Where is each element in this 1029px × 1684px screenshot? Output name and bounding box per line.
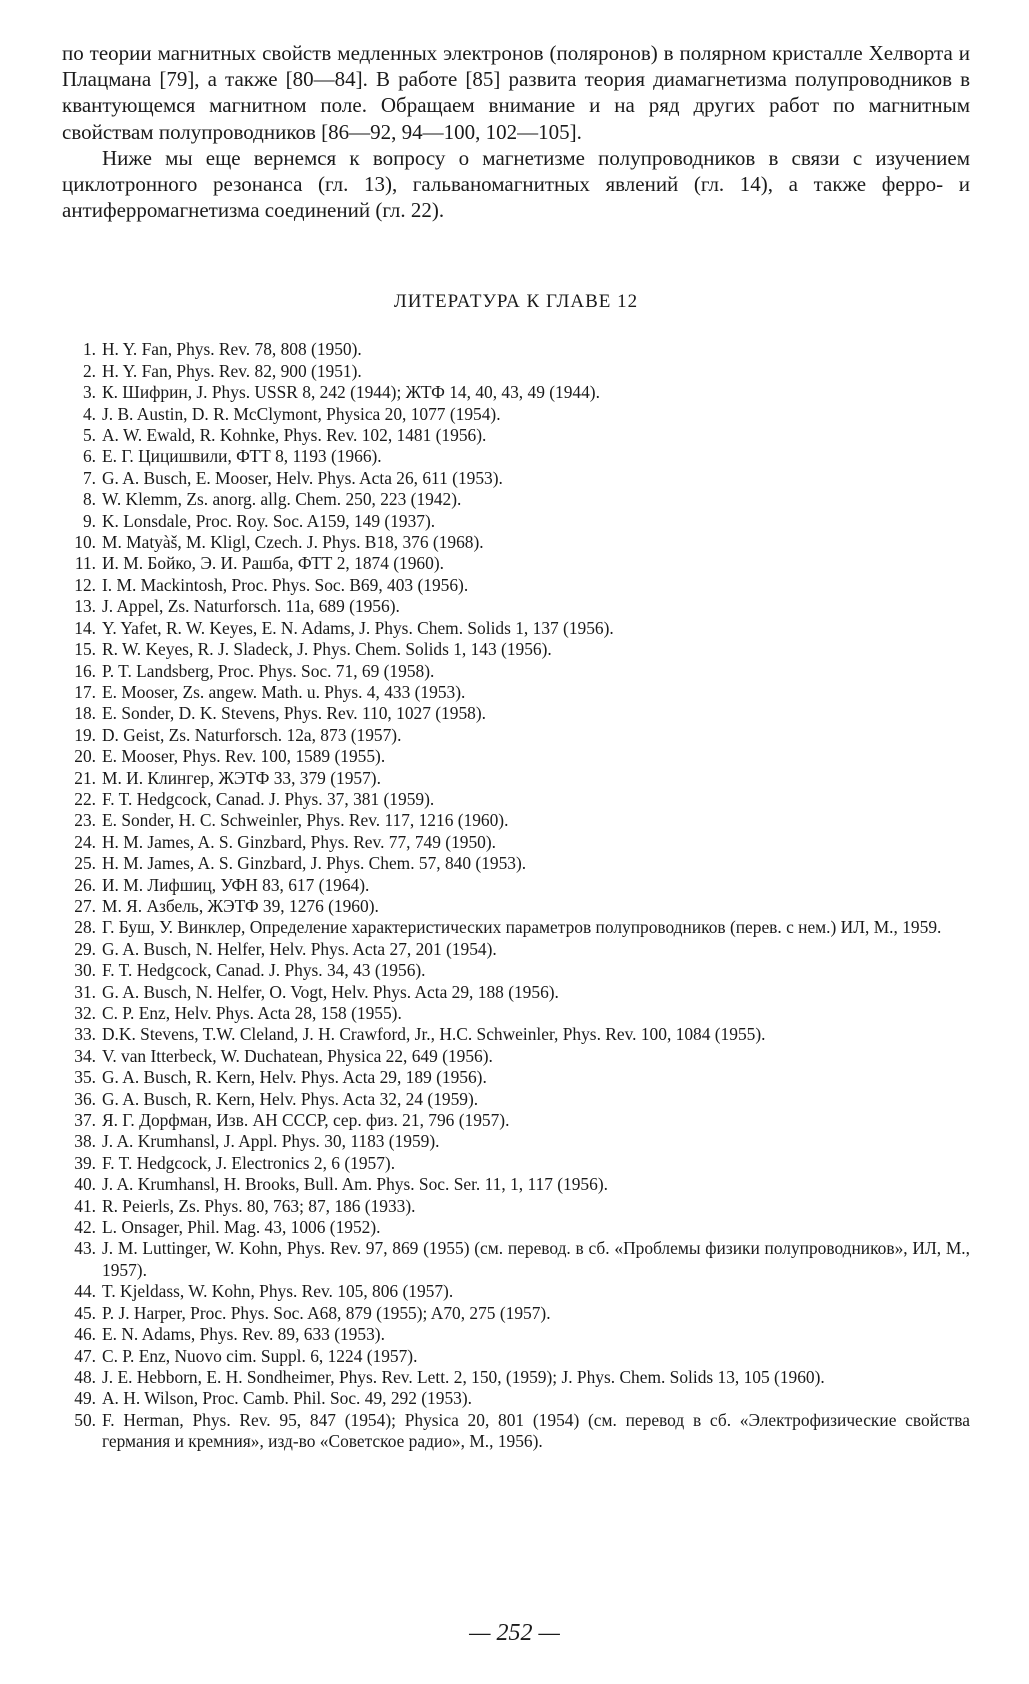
reference-item bbox=[62, 1303, 970, 1324]
reference-number: 18. bbox=[74, 703, 96, 724]
reference-text: A. W. Ewald, R. Kohnke, Phys. Rev. 102, 1481 (1956). bbox=[102, 425, 487, 446]
reference-item bbox=[62, 746, 970, 767]
reference-number: 35. bbox=[74, 1067, 96, 1088]
reference-item bbox=[62, 725, 970, 746]
reference-number: 3. bbox=[82, 382, 96, 403]
reference-number: 1. bbox=[82, 339, 96, 360]
reference-text: И. М. Лифшиц, УФН 83, 617 (1964). bbox=[102, 874, 370, 895]
reference-number: 14. bbox=[74, 617, 96, 638]
reference-text: М. Я. Азбель, ЖЭТФ 39, 1276 (1960). bbox=[102, 895, 379, 916]
reference-item bbox=[62, 361, 970, 382]
reference-text: F. T. Hedgcock, Canad. J. Phys. 37, 381 (1959). bbox=[102, 788, 435, 809]
reference-text: R. W. Keyes, R. J. Sladeck, J. Phys. Chem. Solids 1, 143 (1956). bbox=[102, 639, 552, 660]
reference-item bbox=[62, 382, 970, 403]
reference-text: K. Lonsdale, Proc. Roy. Soc. A159, 149 (1937). bbox=[102, 510, 436, 531]
reference-text: E. Mooser, Phys. Rev. 100, 1589 (1955). bbox=[102, 746, 386, 767]
reference-number: 9. bbox=[82, 510, 96, 531]
reference-item bbox=[62, 875, 970, 896]
reference-item bbox=[62, 939, 970, 960]
reference-number: 7. bbox=[82, 467, 96, 488]
reference-item bbox=[62, 553, 970, 574]
reference-number: 27. bbox=[74, 895, 96, 916]
reference-text: C. P. Enz, Helv. Phys. Acta 28, 158 (1955). bbox=[102, 1003, 402, 1024]
reference-text: G. A. Busch, E. Mooser, Helv. Phys. Acta 26, 611 (1953). bbox=[102, 467, 503, 488]
reference-text: G. A. Busch, N. Helfer, Helv. Phys. Acta 27, 201 (1954). bbox=[102, 938, 497, 959]
reference-text: И. М. Бойко, Э. И. Рашба, ФТТ 2, 1874 (1960). bbox=[102, 553, 444, 574]
reference-item bbox=[62, 1346, 970, 1367]
reference-text: V. van Itterbeck, W. Duchatean, Physica 22, 649 (1956). bbox=[102, 1045, 493, 1066]
reference-number: 22. bbox=[74, 788, 96, 809]
reference-number: 15. bbox=[74, 639, 96, 660]
reference-number: 49. bbox=[74, 1388, 96, 1409]
reference-text: E. N. Adams, Phys. Rev. 89, 633 (1953). bbox=[102, 1324, 385, 1345]
reference-number: 46. bbox=[74, 1324, 96, 1345]
reference-number: 43. bbox=[74, 1238, 96, 1259]
reference-text: J. A. Krumhansl, H. Brooks, Bull. Am. Phys. Soc. Ser. 11, 1, 117 (1956). bbox=[102, 1174, 608, 1195]
reference-item bbox=[62, 1238, 970, 1281]
reference-item bbox=[62, 853, 970, 874]
reference-number: 2. bbox=[82, 360, 96, 381]
reference-item bbox=[62, 1367, 970, 1388]
reference-number: 47. bbox=[74, 1345, 96, 1366]
reference-item bbox=[62, 896, 970, 917]
reference-text: H. M. James, A. S. Ginzbard, Phys. Rev. 77, 749 (1950). bbox=[102, 831, 497, 852]
body-paragraph-2: Ниже мы еще вернемся к вопросу о магнетизме полупроводников в связи с изучением циклотронного резонанса (гл. 13), гальваномагнитных явлений (гл. 14), а также ферро- и антиферромагнетизма соединений (гл. 22). bbox=[62, 145, 970, 223]
reference-number: 42. bbox=[74, 1217, 96, 1238]
reference-item bbox=[62, 1324, 970, 1345]
reference-text: Е. Г. Цицишвили, ФТТ 8, 1193 (1966). bbox=[102, 446, 382, 467]
reference-item bbox=[62, 768, 970, 789]
reference-number: 31. bbox=[74, 981, 96, 1002]
reference-item bbox=[62, 1410, 970, 1453]
reference-text: G. A. Busch, R. Kern, Helv. Phys. Acta 32, 24 (1959). bbox=[102, 1088, 479, 1109]
reference-item bbox=[62, 917, 970, 938]
reference-text: I. M. Mackintosh, Proc. Phys. Soc. B69, 403 (1956). bbox=[102, 574, 469, 595]
reference-number: 4. bbox=[82, 403, 96, 424]
reference-item bbox=[62, 1089, 970, 1110]
reference-item bbox=[62, 661, 970, 682]
reference-text: D. Geist, Zs. Naturforsch. 12a, 873 (1957). bbox=[102, 724, 402, 745]
reference-number: 13. bbox=[74, 596, 96, 617]
reference-item bbox=[62, 532, 970, 553]
reference-number: 21. bbox=[74, 767, 96, 788]
reference-text: H. M. James, A. S. Ginzbard, J. Phys. Chem. 57, 840 (1953). bbox=[102, 853, 527, 874]
reference-item bbox=[62, 1110, 970, 1131]
reference-text: J. M. Luttinger, W. Kohn, Phys. Rev. 97, 869 (1955) (см. перевод. в сб. «Проблемы физики полупроводников», ИЛ, М., 1957). bbox=[102, 1238, 970, 1280]
references-title: ЛИТЕРАТУРА К ГЛАВЕ 12 bbox=[393, 291, 639, 313]
reference-item bbox=[62, 489, 970, 510]
reference-text: F. T. Hedgcock, J. Electronics 2, 6 (1957). bbox=[102, 1152, 396, 1173]
body-paragraph-1: по теории магнитных свойств медленных электронов (поляронов) в полярном кристалле Хелворта и Плацмана [79], а также [80—84]. В работе [85] развита теория диамагнетизма полупроводников в квантующемся магнитном поле. Обращаем внимание и на ряд других работ по магнитным свойствам полупроводников [86—92, 94—100, 102—105]. bbox=[62, 41, 970, 144]
reference-number: 6. bbox=[82, 446, 96, 467]
reference-number: 16. bbox=[74, 660, 96, 681]
reference-text: Г. Буш, У. Винклер, Определение характеристических параметров полупроводников (перев. с нем.) ИЛ, М., 1959. bbox=[102, 917, 942, 938]
reference-number: 25. bbox=[74, 853, 96, 874]
reference-number: 29. bbox=[74, 938, 96, 959]
reference-text: J. B. Austin, D. R. McClymont, Physica 20, 1077 (1954). bbox=[102, 403, 501, 424]
reference-item bbox=[62, 982, 970, 1003]
reference-list bbox=[62, 339, 970, 1452]
reference-number: 11. bbox=[74, 553, 96, 574]
reference-number: 8. bbox=[82, 489, 96, 510]
reference-item bbox=[62, 639, 970, 660]
reference-number: 36. bbox=[74, 1088, 96, 1109]
reference-number: 30. bbox=[74, 960, 96, 981]
reference-item bbox=[62, 1024, 970, 1045]
reference-item bbox=[62, 1174, 970, 1195]
reference-item bbox=[62, 404, 970, 425]
reference-text: J. E. Hebborn, E. H. Sondheimer, Phys. Rev. Lett. 2, 150, (1959); J. Phys. Chem. Solids 13, 105 (1960). bbox=[102, 1366, 825, 1387]
reference-item bbox=[62, 596, 970, 617]
reference-item bbox=[62, 575, 970, 596]
reference-item bbox=[62, 446, 970, 467]
reference-text: A. H. Wilson, Proc. Camb. Phil. Soc. 49, 292 (1953). bbox=[102, 1388, 472, 1409]
page-content bbox=[62, 40, 970, 1453]
reference-number: 26. bbox=[74, 874, 96, 895]
reference-item bbox=[62, 339, 970, 360]
reference-text: Y. Yafet, R. W. Keyes, E. N. Adams, J. Phys. Chem. Solids 1, 137 (1956). bbox=[102, 617, 614, 638]
reference-text: P. J. Harper, Proc. Phys. Soc. A68, 879 (1955); A70, 275 (1957). bbox=[102, 1302, 551, 1323]
reference-text: R. Peierls, Zs. Phys. 80, 763; 87, 186 (1933). bbox=[102, 1195, 416, 1216]
reference-item bbox=[62, 1196, 970, 1217]
reference-text: G. A. Busch, R. Kern, Helv. Phys. Acta 29, 189 (1956). bbox=[102, 1067, 487, 1088]
reference-item bbox=[62, 682, 970, 703]
reference-text: F. T. Hedgcock, Canad. J. Phys. 34, 43 (1956). bbox=[102, 960, 426, 981]
reference-number: 24. bbox=[74, 831, 96, 852]
reference-item bbox=[62, 1046, 970, 1067]
reference-text: E. Sonder, D. K. Stevens, Phys. Rev. 110, 1027 (1958). bbox=[102, 703, 486, 724]
reference-item bbox=[62, 960, 970, 981]
reference-number: 10. bbox=[74, 532, 96, 553]
reference-number: 39. bbox=[74, 1152, 96, 1173]
reference-item bbox=[62, 832, 970, 853]
page-number: — 252 — bbox=[469, 1620, 560, 1646]
reference-number: 12. bbox=[74, 574, 96, 595]
reference-item bbox=[62, 810, 970, 831]
reference-number: 33. bbox=[74, 1024, 96, 1045]
reference-number: 44. bbox=[74, 1281, 96, 1302]
reference-text: Я. Г. Дорфман, Изв. АН СССР, сер. физ. 21, 796 (1957). bbox=[102, 1110, 510, 1131]
reference-text: J. A. Krumhansl, J. Appl. Phys. 30, 1183 (1959). bbox=[102, 1131, 440, 1152]
reference-number: 41. bbox=[74, 1195, 96, 1216]
reference-text: C. P. Enz, Nuovo cim. Suppl. 6, 1224 (1957). bbox=[102, 1345, 418, 1366]
reference-text: К. Шифрин, J. Phys. USSR 8, 242 (1944); ЖТФ 14, 40, 43, 49 (1944). bbox=[102, 382, 600, 403]
reference-text: P. T. Landsberg, Proc. Phys. Soc. 71, 69 (1958). bbox=[102, 660, 435, 681]
reference-text: L. Onsager, Phil. Mag. 43, 1006 (1952). bbox=[102, 1217, 381, 1238]
reference-item bbox=[62, 425, 970, 446]
reference-item bbox=[62, 511, 970, 532]
reference-text: W. Klemm, Zs. anorg. allg. Chem. 250, 223 (1942). bbox=[102, 489, 462, 510]
reference-item bbox=[62, 468, 970, 489]
reference-number: 28. bbox=[74, 917, 96, 938]
reference-text: G. A. Busch, N. Helfer, O. Vogt, Helv. Phys. Acta 29, 188 (1956). bbox=[102, 981, 559, 1002]
reference-item bbox=[62, 1217, 970, 1238]
reference-item bbox=[62, 1067, 970, 1088]
reference-text: J. Appel, Zs. Naturforsch. 11a, 689 (1956). bbox=[102, 596, 400, 617]
reference-text: F. Herman, Phys. Rev. 95, 847 (1954); Physica 20, 801 (1954) (см. перевод в сб. «Электрофизические свойства германия и кремния», изд-во «Советское радио», М., 1956). bbox=[102, 1409, 970, 1452]
reference-item bbox=[62, 1388, 970, 1409]
reference-number: 23. bbox=[74, 810, 96, 831]
reference-number: 19. bbox=[74, 724, 96, 745]
reference-number: 50. bbox=[74, 1409, 96, 1430]
reference-item bbox=[62, 1281, 970, 1302]
reference-item bbox=[62, 1003, 970, 1024]
reference-item bbox=[62, 703, 970, 724]
reference-number: 48. bbox=[74, 1366, 96, 1387]
reference-text: T. Kjeldass, W. Kohn, Phys. Rev. 105, 806 (1957). bbox=[102, 1281, 454, 1302]
reference-text: E. Sonder, H. C. Schweinler, Phys. Rev. 117, 1216 (1960). bbox=[102, 810, 509, 831]
reference-text: H. Y. Fan, Phys. Rev. 82, 900 (1951). bbox=[102, 360, 362, 381]
reference-number: 45. bbox=[74, 1302, 96, 1323]
reference-number: 37. bbox=[74, 1110, 96, 1131]
reference-text: H. Y. Fan, Phys. Rev. 78, 808 (1950). bbox=[102, 339, 362, 360]
reference-item bbox=[62, 1153, 970, 1174]
reference-number: 38. bbox=[74, 1131, 96, 1152]
reference-number: 5. bbox=[82, 425, 96, 446]
reference-number: 34. bbox=[74, 1045, 96, 1066]
reference-number: 20. bbox=[74, 746, 96, 767]
reference-item bbox=[62, 1131, 970, 1152]
reference-text: М. И. Клингер, ЖЭТФ 33, 379 (1957). bbox=[102, 767, 381, 788]
reference-text: D.K. Stevens, T.W. Cleland, J. H. Crawford, Jr., H.C. Schweinler, Phys. Rev. 100, 1084 (1955). bbox=[102, 1024, 766, 1045]
reference-number: 40. bbox=[74, 1174, 96, 1195]
reference-number: 17. bbox=[74, 681, 96, 702]
reference-number: 32. bbox=[74, 1003, 96, 1024]
reference-item bbox=[62, 618, 970, 639]
reference-text: E. Mooser, Zs. angew. Math. u. Phys. 4, 433 (1953). bbox=[102, 681, 466, 702]
reference-text: M. Matyàš, M. Kligl, Czech. J. Phys. B18, 376 (1968). bbox=[102, 532, 484, 553]
reference-item bbox=[62, 789, 970, 810]
